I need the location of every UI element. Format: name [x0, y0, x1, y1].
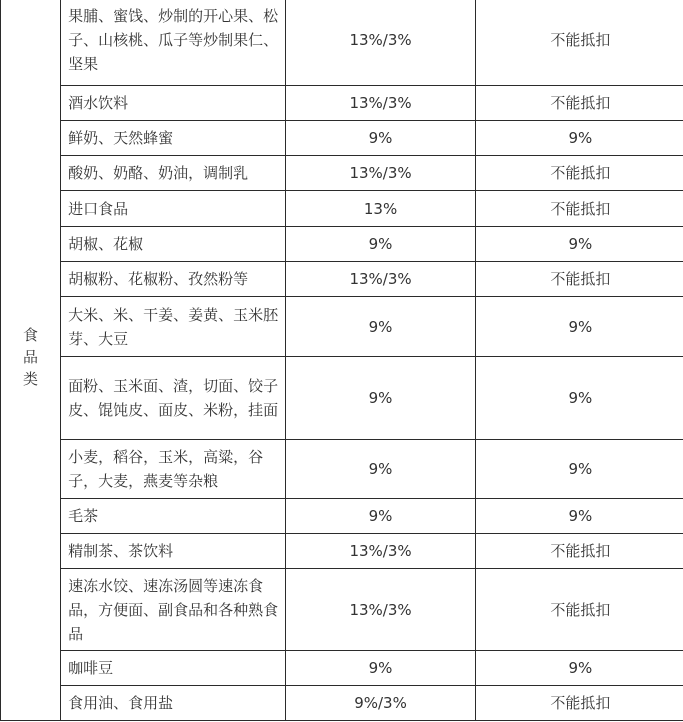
item-name-cell: 酒水饮料: [61, 86, 286, 121]
item-name-cell: 大米、米、干姜、姜黄、玉米胚芽、大豆: [61, 297, 286, 357]
tax-rate-cell: 13%/3%: [286, 86, 475, 121]
category-label: 食品类: [23, 326, 39, 388]
table-row: [1, 534, 683, 569]
item-name-cell: 精制茶、茶饮料: [61, 534, 286, 569]
tax-rate-cell: 9%: [286, 651, 475, 686]
item-name-cell: 咖啡豆: [61, 651, 286, 686]
tax-rate-cell: 9%: [286, 297, 475, 357]
deduction-cell: 不能抵扣: [475, 191, 683, 227]
tax-rate-cell: 13%/3%: [286, 534, 475, 569]
tax-rate-cell: 13%/3%: [286, 0, 475, 86]
table-row: [1, 121, 683, 156]
tax-rate-cell: 13%/3%: [286, 569, 475, 651]
item-name-cell: 鲜奶、天然蜂蜜: [61, 121, 286, 156]
deduction-cell: 不能抵扣: [475, 686, 683, 721]
category-cell: [1, 0, 61, 721]
tax-rate-cell: 9%: [286, 227, 475, 262]
deduction-cell: 不能抵扣: [475, 86, 683, 121]
table-row: [1, 0, 683, 86]
table-row: [1, 357, 683, 440]
table-row: [1, 227, 683, 262]
table-row: [1, 440, 683, 499]
table-body: [1, 0, 683, 721]
deduction-cell: 不能抵扣: [475, 0, 683, 86]
table-row: [1, 156, 683, 191]
item-name-cell: 胡椒、花椒: [61, 227, 286, 262]
deduction-cell: 9%: [475, 297, 683, 357]
table-row: [1, 569, 683, 651]
tax-rate-cell: 13%/3%: [286, 156, 475, 191]
table-row: [1, 86, 683, 121]
item-name-cell: 小麦，稻谷，玉米，高粱，谷子，大麦，燕麦等杂粮: [61, 440, 286, 499]
item-name-cell: 食用油、食用盐: [61, 686, 286, 721]
deduction-cell: 9%: [475, 440, 683, 499]
table-row: [1, 686, 683, 721]
deduction-cell: 不能抵扣: [475, 534, 683, 569]
tax-rate-cell: 9%: [286, 440, 475, 499]
table-row: [1, 651, 683, 686]
deduction-cell: 9%: [475, 227, 683, 262]
tax-rate-cell: 13%/3%: [286, 262, 475, 297]
tax-rate-cell: 13%: [286, 191, 475, 227]
table-row: [1, 297, 683, 357]
deduction-cell: 不能抵扣: [475, 156, 683, 191]
deduction-cell: 9%: [475, 121, 683, 156]
tax-rate-cell: 9%: [286, 121, 475, 156]
item-name-cell: 面粉、玉米面、渣，切面、饺子皮、馄饨皮、面皮、米粉，挂面: [61, 357, 286, 440]
deduction-cell: 9%: [475, 357, 683, 440]
item-name-cell: 果脯、蜜饯、炒制的开心果、松子、山核桃、瓜子等炒制果仁、坚果: [61, 0, 286, 86]
deduction-cell: 9%: [475, 651, 683, 686]
item-name-cell: 毛茶: [61, 499, 286, 534]
item-name-cell: 胡椒粉、花椒粉、孜然粉等: [61, 262, 286, 297]
item-name-cell: 酸奶、奶酪、奶油，调制乳: [61, 156, 286, 191]
tax-rate-cell: 9%: [286, 499, 475, 534]
table-row: [1, 262, 683, 297]
deduction-cell: 不能抵扣: [475, 262, 683, 297]
deduction-cell: 9%: [475, 499, 683, 534]
tax-rate-cell: 9%/3%: [286, 686, 475, 721]
deduction-cell: 不能抵扣: [475, 569, 683, 651]
table-row: [1, 499, 683, 534]
item-name-cell: 进口食品: [61, 191, 286, 227]
table-row: [1, 191, 683, 227]
tax-rate-cell: 9%: [286, 357, 475, 440]
item-name-cell: 速冻水饺、速冻汤圆等速冻食品，方便面、副食品和各种熟食品: [61, 569, 286, 651]
